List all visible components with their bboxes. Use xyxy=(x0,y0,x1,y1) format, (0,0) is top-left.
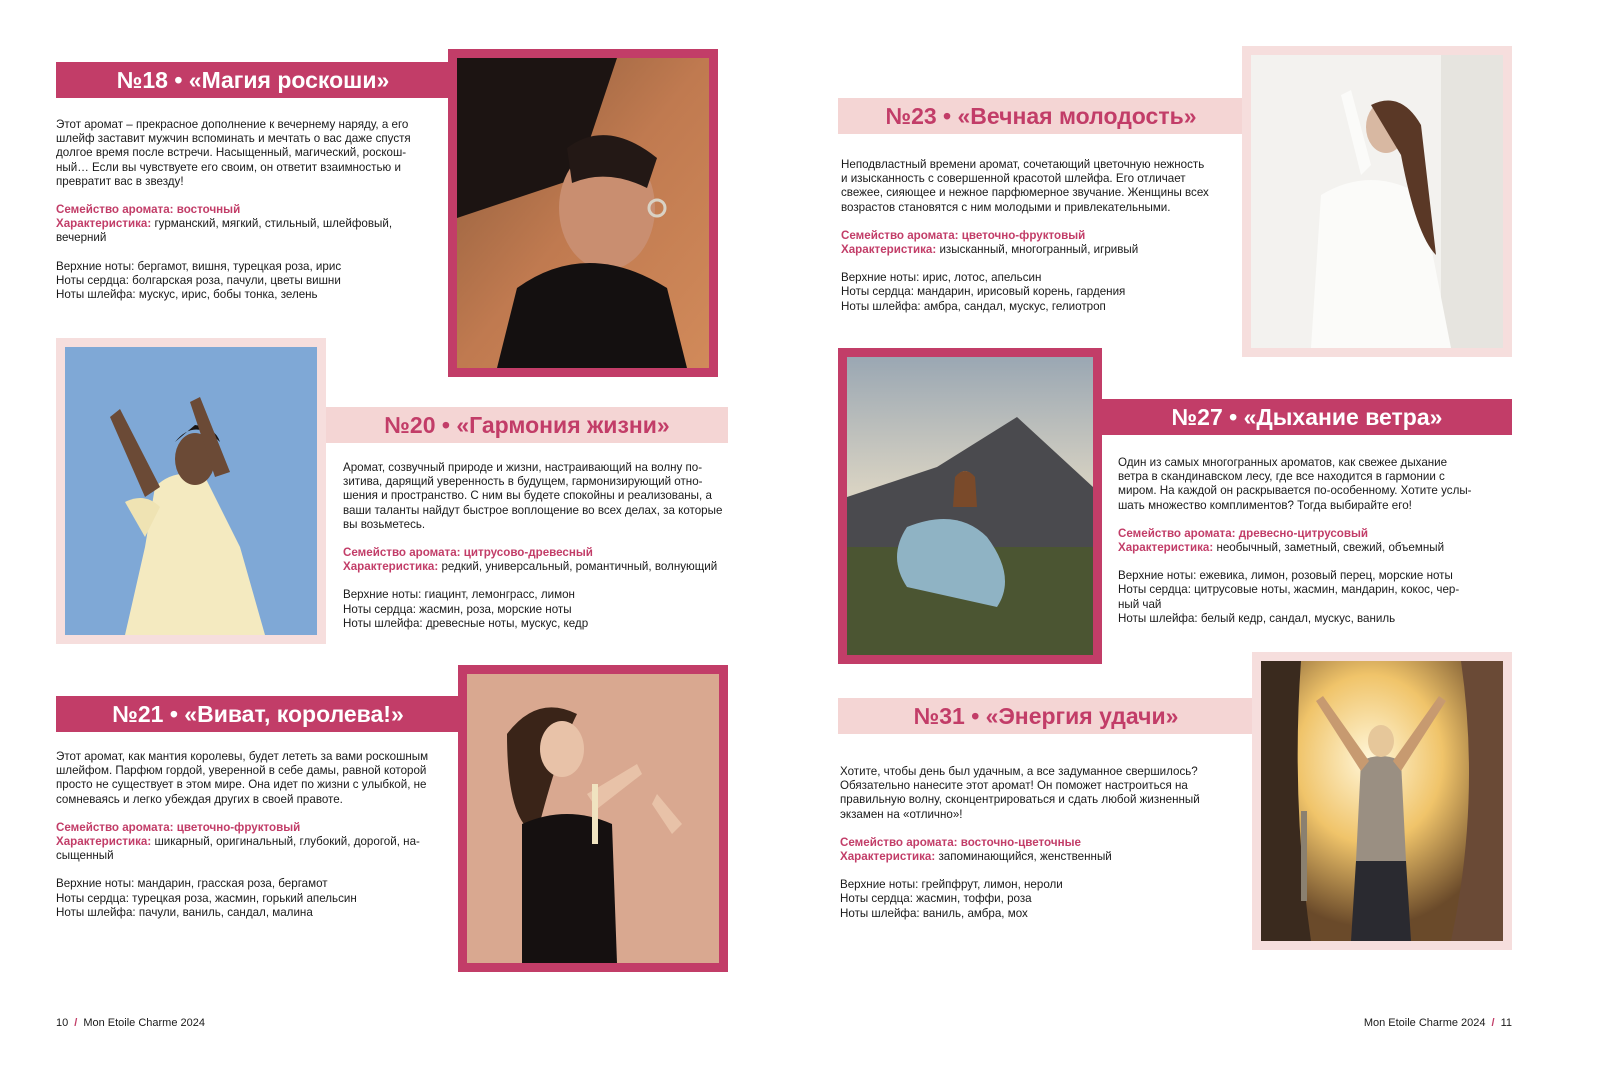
family-label: Семейство аромата: xyxy=(840,835,958,849)
description xyxy=(1118,456,1510,513)
footer-title: Mon Etoile Charme 2024 xyxy=(83,1017,205,1029)
text-block-20 xyxy=(343,461,733,631)
right-footer xyxy=(1364,1017,1512,1029)
characteristic-value: гурманский, мягкий, стильный, шлейфовый, вечерний xyxy=(56,217,393,245)
description xyxy=(841,158,1231,215)
top-notes: Верхние ноты: мандарин, грасская роза, бергамот xyxy=(56,877,328,891)
description xyxy=(56,118,436,189)
characteristic-line xyxy=(56,835,448,849)
characteristic-label: Характеристика: xyxy=(56,217,152,231)
description-line: ный… Если вы чувствуете его своим, он ответит взаимностью и xyxy=(56,160,401,174)
characteristic-value: необычный, заметный, свежий, объемный xyxy=(1216,541,1445,555)
item-title: №21 • «Виват, королева!» xyxy=(112,700,404,727)
item-title: №31 • «Энергия удачи» xyxy=(913,702,1179,729)
characteristic-value-cont: сыщенный xyxy=(56,849,114,863)
description-line: шения и пространство. С ним вы будете спокойны и реализованы, а xyxy=(343,489,712,503)
text-block-21 xyxy=(56,750,448,920)
description-line: Один из самых многогранных ароматов, как свежее дыхание xyxy=(1118,456,1448,469)
characteristic-value: шикарный, оригинальный, глубокий, дорогой, на- xyxy=(154,835,420,849)
item-title: №20 • «Гармония жизни» xyxy=(384,411,670,438)
base-notes: Ноты шлейфа: мускус, ирис, бобы тонка, зелень xyxy=(56,288,318,302)
description-line: Этот аромат – прекрасное дополнение к вечернему наряду, а его xyxy=(56,118,409,131)
characteristic-label: Характеристика: xyxy=(840,850,936,864)
family-label: Семейство аромата: xyxy=(1118,526,1236,540)
description-line: свежее, сияющее и нежное парфюмерное звучание. Женщины всех xyxy=(841,186,1209,200)
description-line: зитива, дарящий уверенность в будущем, гармонизирующий отно- xyxy=(343,475,703,489)
description-line: Хотите, чтобы день был удачным, а все задуманное свершилось? xyxy=(840,765,1198,778)
page-number: 10 xyxy=(56,1017,69,1029)
footer-divider: / xyxy=(74,1017,78,1029)
family-value: восточный xyxy=(176,203,241,217)
woman-champagne-photo xyxy=(467,674,719,963)
description xyxy=(56,750,448,807)
characteristic-line xyxy=(840,850,1240,864)
description-line: превратит вас в звезду! xyxy=(56,174,184,188)
heart-notes: Ноты сердца: болгарская роза, пачули, цветы вишни xyxy=(56,273,341,287)
photo-frame-27 xyxy=(838,348,1102,664)
description-line: Неподвластный времени аромат, сочетающий цветочную нежность xyxy=(841,158,1205,171)
item-title: №18 • «Магия роскоши» xyxy=(116,66,390,93)
top-notes: Верхние ноты: ирис, лотос, апельсин xyxy=(841,271,1042,285)
photo-frame-20 xyxy=(56,338,326,644)
description-line: сомневаясь и легко убеждая других в своей правоте. xyxy=(56,792,343,806)
text-block-23 xyxy=(841,158,1231,314)
description xyxy=(840,765,1240,822)
top-notes: Верхние ноты: гиацинт, лемонграсс, лимон xyxy=(343,588,575,602)
title-banner-21 xyxy=(56,696,460,732)
description-line: вы возьметесь. xyxy=(343,517,426,531)
top-notes: Верхние ноты: грейпфрут, лимон, нероли xyxy=(840,878,1063,892)
family-value: восточно-цветочные xyxy=(960,835,1081,849)
photo-frame-18 xyxy=(448,49,718,377)
title-banner-20 xyxy=(326,407,728,443)
description-line: долгое время после встречи. Насыщенный, магический, роскош- xyxy=(56,146,407,160)
characteristic-value: изысканный, многогранный, игривый xyxy=(939,243,1139,257)
family-label: Семейство аромата: xyxy=(841,228,959,242)
left-footer xyxy=(56,1017,205,1029)
description xyxy=(343,461,733,532)
text-block-27 xyxy=(1118,456,1510,626)
text-block-18 xyxy=(56,118,436,302)
family-line xyxy=(56,821,448,835)
title-banner-23 xyxy=(838,98,1244,134)
characteristic-label: Характеристика: xyxy=(1118,541,1214,555)
description-line: правильную волну, сконцентрироваться и сдать любой жизненный xyxy=(840,793,1200,807)
woman-window-curtains-photo xyxy=(1261,661,1503,941)
description-line: Обязательно нанесите этот аромат! Он поможет настроиться на xyxy=(840,779,1188,793)
heart-notes: Ноты сердца: жасмин, роза, морские ноты xyxy=(343,602,572,616)
top-notes: Верхние ноты: бергамот, вишня, турецкая роза, ирис xyxy=(56,259,342,273)
family-value: цветочно-фруктовый xyxy=(961,228,1086,242)
top-notes: Верхние ноты: ежевика, лимон, розовый перец, морские ноты xyxy=(1118,569,1453,583)
characteristic-value: запоминающийся, женственный xyxy=(938,850,1112,864)
characteristic-line xyxy=(343,560,733,574)
characteristic-label: Характеристика: xyxy=(56,835,152,849)
family-line xyxy=(841,229,1231,243)
page-number: 11 xyxy=(1500,1017,1512,1029)
description-line: шать множество комплиментов? Тогда выбирайте его! xyxy=(1118,498,1412,512)
heart-notes: Ноты сердца: жасмин, тоффи, роза xyxy=(840,892,1032,906)
description-line: просто не существует в этом мире. Она идет по жизни с улыбкой, не xyxy=(56,778,427,792)
base-notes: Ноты шлейфа: пачули, ваниль, сандал, малина xyxy=(56,905,313,919)
base-notes: Ноты шлейфа: древесные ноты, мускус, кедр xyxy=(343,616,589,630)
woman-white-shirt-photo xyxy=(1251,55,1503,348)
photo-frame-23 xyxy=(1242,46,1512,357)
characteristic-value: редкий, универсальный, романтичный, волнующий xyxy=(441,560,718,574)
family-value: древесно-цитрусовый xyxy=(1238,526,1369,540)
photo-frame-31 xyxy=(1252,652,1512,950)
characteristic-label: Характеристика: xyxy=(343,560,439,574)
footer-title: Mon Etoile Charme 2024 xyxy=(1363,1017,1486,1029)
family-value: цветочно-фруктовый xyxy=(176,820,301,834)
base-notes: Ноты шлейфа: ваниль, амбра, мох xyxy=(840,906,1028,920)
text-block-31 xyxy=(840,765,1240,921)
woman-mountain-meadow-photo xyxy=(847,357,1093,655)
heart-notes: Ноты сердца: мандарин, ирисовый корень, гардения xyxy=(841,285,1126,299)
description-line: шлейф заставит мужчин вспоминать и мечтать о вас даже спустя xyxy=(56,132,411,146)
description-line: Этот аромат, как мантия королевы, будет лететь за вами роскошным xyxy=(56,750,429,763)
characteristic-line xyxy=(56,217,436,245)
woman-dark-jacket-photo xyxy=(457,58,709,368)
description-line: ваши таланты найдут быстрое воплощение во всех делах, за которые xyxy=(343,503,723,517)
base-notes: Ноты шлейфа: амбра, сандал, мускус, гелиотроп xyxy=(841,299,1106,313)
characteristic-line xyxy=(1118,541,1510,555)
description-line: и изысканность с совершенной красотой шлейфа. Его отличает xyxy=(841,172,1186,186)
description-line: возрастов становятся с ним молодыми и привлекательными. xyxy=(841,200,1171,214)
photo-frame-21 xyxy=(458,665,728,972)
description-line: Аромат, созвучный природе и жизни, настраивающий на волну по- xyxy=(343,461,703,474)
family-label: Семейство аромата: xyxy=(56,203,174,217)
title-banner-31 xyxy=(838,698,1254,734)
family-line xyxy=(1118,527,1510,541)
item-title: №27 • «Дыхание ветра» xyxy=(1171,403,1443,430)
family-line xyxy=(343,546,733,560)
description-line: шлейфом. Парфюм гордой, уверенной в себе дамы, равной которой xyxy=(56,764,427,778)
description-line: миром. На каждой он раскрывается по-особенному. Хотите услы- xyxy=(1118,484,1472,498)
characteristic-label: Характеристика: xyxy=(841,243,937,257)
heart-notes-cont: ный чай xyxy=(1118,597,1162,611)
family-line xyxy=(840,836,1240,850)
title-banner-18 xyxy=(56,62,450,98)
family-value: цитрусово-древесный xyxy=(463,546,593,560)
base-notes: Ноты шлейфа: белый кедр, сандал, мускус, ваниль xyxy=(1118,611,1396,625)
heart-notes: Ноты сердца: цитрусовые ноты, жасмин, мандарин, кокос, чер- xyxy=(1118,583,1460,597)
item-title: №23 • «Вечная молодость» xyxy=(885,102,1197,129)
family-label: Семейство аромата: xyxy=(56,820,174,834)
heart-notes: Ноты сердца: турецкая роза, жасмин, горький апельсин xyxy=(56,891,357,905)
woman-sky-photo xyxy=(65,347,317,635)
description-line: ветра в скандинавском лесу, где все находится в гармонии с xyxy=(1118,470,1445,484)
title-banner-27 xyxy=(1102,399,1512,435)
family-label: Семейство аромата: xyxy=(343,546,461,560)
family-line xyxy=(56,203,436,217)
footer-divider: / xyxy=(1491,1017,1495,1029)
characteristic-line xyxy=(841,243,1231,257)
description-line: экзамен на «отлично»! xyxy=(840,807,963,821)
